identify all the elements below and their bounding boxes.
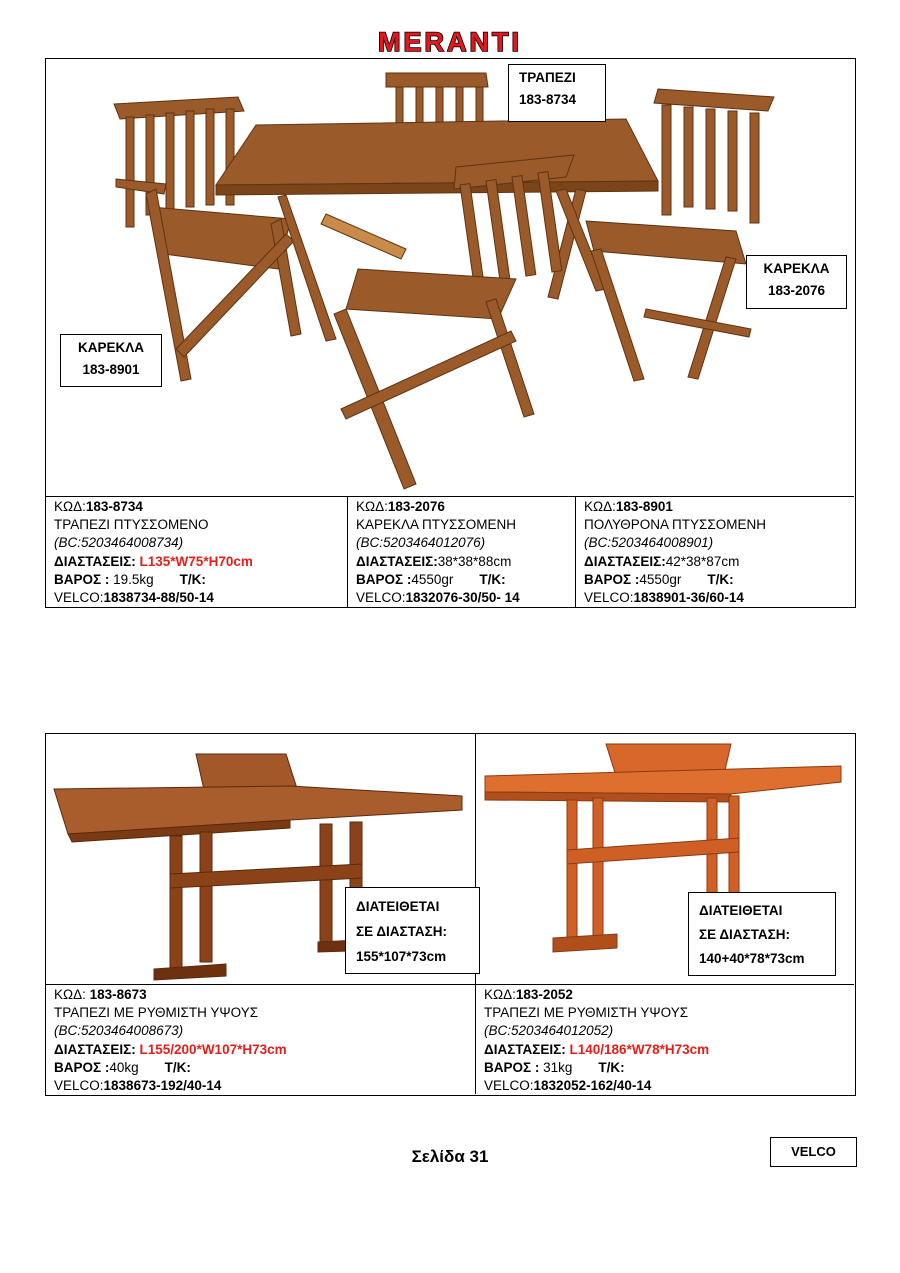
product-code: 183-2052 [515,987,573,1002]
product-cell-183-8734: ΚΩΔ:183-8734 ΤΡΑΠΕΖΙ ΠΤΥΣΣΟΜΕΝΟ (BC:5203464008734) ΔΙΑΣΤΑΣΕΙΣ: L135*W75*H70cm ΒΑΡΟΣ : 19.5kg Τ/Κ: VELCO:1838734-88/50-14 [46,497,346,607]
product-dimensions: L135*W75*H70cm [139,553,253,569]
product-dimensions: L140/186*W78*H73cm [569,1041,710,1057]
callout-chair-right-line1: ΚΑΡΕΚΛΑ [763,261,830,276]
product-barcode: (BC:5203464008673) [54,1023,184,1039]
product-velco-code: 1832076-30/50- 14 [405,590,520,606]
product-cell-183-8901: ΚΩΔ:183-8901 ΠΟΛΥΘΡΟΝΑ ΠΤΥΣΣΟΜΕΝΗ (BC:5203464008901) ΔΙΑΣΤΑΣΕΙΣ:42*38*87cm ΒΑΡΟΣ :4550gr Τ/Κ: VELCO:1838901-36/60-14 [576,497,854,607]
product-barcode: (BC:5203464008734) [54,535,184,551]
product-dimensions: 38*38*88cm [437,553,512,569]
product-name: ΠΟΛΥΘΡΟΝΑ ΠΤΥΣΣΟΜΕΝΗ [584,517,766,533]
product-cell-183-2076: ΚΩΔ:183-2076 ΚΑΡΕΚΛΑ ΠΤΥΣΣΟΜΕΝΗ (BC:5203464012076) ΔΙΑΣΤΑΣΕΙΣ:38*38*88cm ΒΑΡΟΣ :4550gr Τ/Κ: VELCO:1832076-30/50- 14 [348,497,574,607]
product-code: 183-8734 [85,499,143,514]
product-weight: 4550gr [411,571,454,587]
folding-set-photo [46,59,854,497]
callout-chair-left [60,334,162,387]
callout-size-right-line3: 140+40*78*73cm [699,951,805,966]
brand-text: MERANTI [378,28,522,56]
page-number: Σελίδα 31 [411,1147,489,1166]
product-code: 183-8673 [89,987,147,1002]
product-weight: 4550gr [639,571,682,587]
product-weight: 19.5kg [109,571,154,587]
product-name: ΤΡΑΠΕΖΙ ΜΕ ΡΥΘΜΙΣΤΗ ΥΨΟΥΣ [484,1005,689,1021]
callout-chair-right [746,255,847,309]
callout-table-line1: ΤΡΑΠΕΖΙ [519,70,576,85]
callout-size-left-line2: ΣΕ ΔΙΑΣΤΑΣΗ: [356,924,447,939]
product-weight: 40kg [109,1059,139,1075]
product-barcode: (BC:5203464012052) [484,1023,614,1039]
callout-size-right-line1: ΔΙΑΤΕΙΘΕΤΑΙ [699,903,783,918]
product-velco-code: 1838673-192/40-14 [103,1078,222,1094]
product-code: 183-8901 [615,499,673,514]
callout-size-right [688,892,836,976]
footer-brand-box: VELCO [770,1137,857,1167]
callout-size-right-line2: ΣΕ ΔΙΑΣΤΑΣΗ: [699,927,790,942]
product-name: ΤΡΑΠΕΖΙ ΜΕ ΡΥΘΜΙΣΤΗ ΥΨΟΥΣ [54,1005,259,1021]
product-cell-183-2052: ΚΩΔ:183-2052 ΤΡΑΠΕΖΙ ΜΕ ΡΥΘΜΙΣΤΗ ΥΨΟΥΣ (BC:5203464012052) ΔΙΑΣΤΑΣΕΙΣ: L140/186*W78*H73cm ΒΑΡΟΣ : 31kg Τ/Κ: VELCO:1832052-162/40-14 [476,985,854,1095]
meranti-wordmark [325,28,575,56]
product-weight: 31kg [539,1059,573,1075]
product-velco-code: 1838734-88/50-14 [103,590,214,606]
callout-table [508,64,606,122]
brand-logo [0,28,900,56]
product-name: ΚΑΡΕΚΛΑ ΠΤΥΣΣΟΜΕΝΗ [356,517,516,533]
product-cell-183-8673: ΚΩΔ: 183-8673 ΤΡΑΠΕΖΙ ΜΕ ΡΥΘΜΙΣΤΗ ΥΨΟΥΣ (BC:5203464008673) ΔΙΑΣΤΑΣΕΙΣ: L155/200*W107*H73cm ΒΑΡΟΣ :40kg Τ/Κ: VELCO:1838673-192/40-14 [46,985,474,1095]
callout-size-left-line3: 155*107*73cm [356,949,447,964]
bottom-product-frame [45,733,856,1096]
product-code: 183-2076 [387,499,445,514]
callout-chair-left-line1: ΚΑΡΕΚΛΑ [77,340,144,355]
callout-chair-right-line2: 183-2076 [767,283,826,298]
top-product-frame [45,58,856,608]
product-velco-code: 1838901-36/60-14 [633,590,744,606]
product-velco-code: 1832052-162/40-14 [533,1078,652,1094]
armchair-front-image [321,155,574,489]
product-name: ΤΡΑΠΕΖΙ ΠΤΥΣΣΟΜΕΝΟ [54,517,209,533]
callout-size-left [345,887,480,974]
product-barcode: (BC:5203464008901) [584,535,714,551]
callout-table-line2: 183-8734 [519,92,577,107]
callout-size-left-line1: ΔΙΑΤΕΙΘΕΤΑΙ [356,899,440,914]
product-dimensions: 42*38*87cm [665,553,740,569]
product-barcode: (BC:5203464012076) [356,535,486,551]
callout-chair-left-line2: 183-8901 [82,362,140,377]
product-dimensions: L155/200*W107*H73cm [139,1041,287,1057]
